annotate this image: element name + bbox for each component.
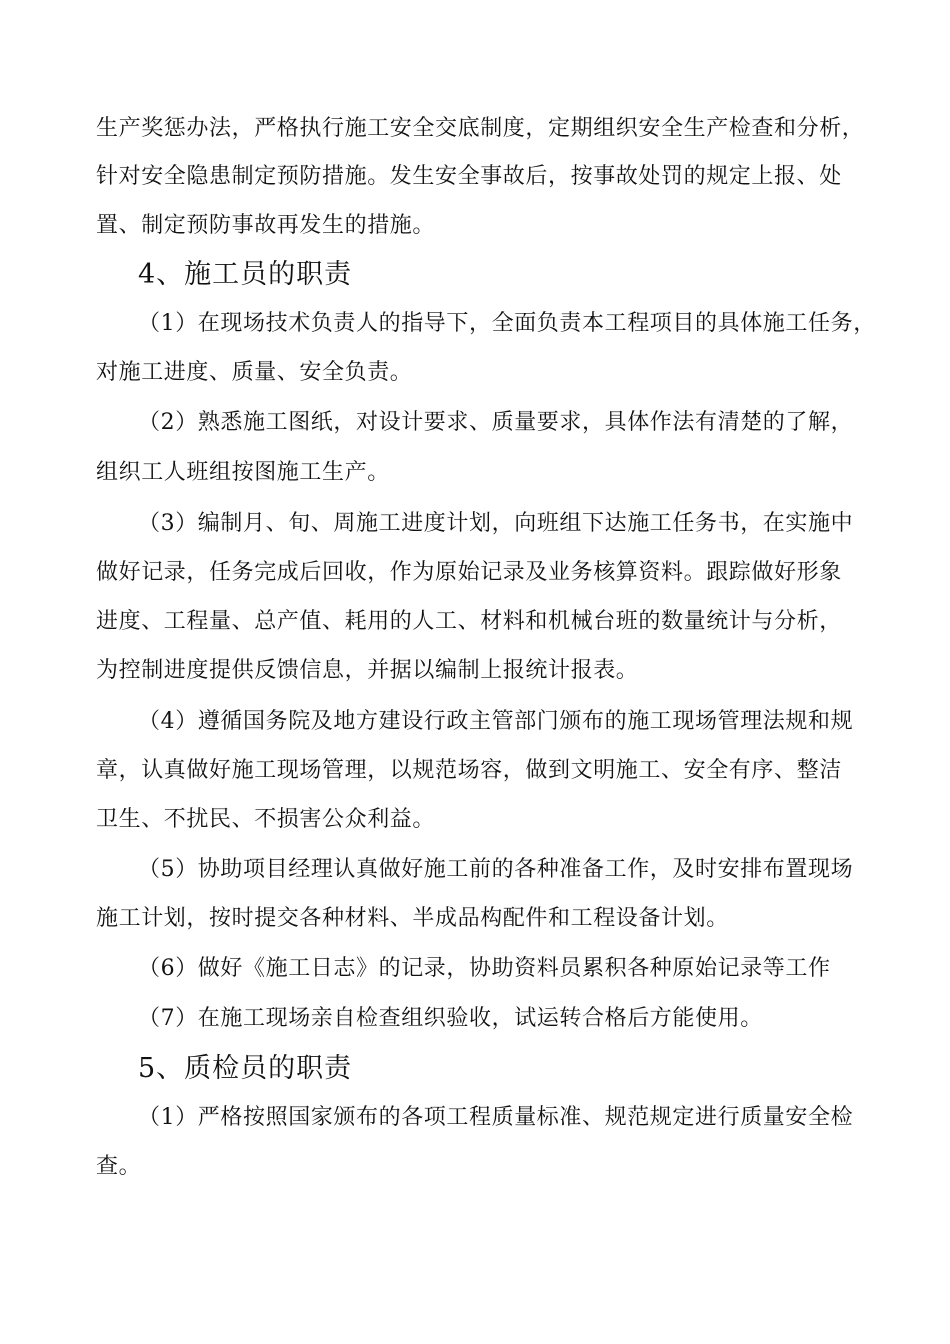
paragraph-line: （1）在现场技术负责人的指导下，全面负责本工程项目的具体施工任务，: [138, 311, 876, 336]
paragraph-line: 施工计划，按时提交各种材料、半成品构配件和工程设备计划。: [96, 906, 729, 931]
paragraph-line: （6）做好《施工日志》的记录，协助资料员累积各种原始记录等工作: [138, 956, 831, 981]
paragraph-line: 进度、工程量、总产值、耗用的人工、材料和机械台班的数量统计与分析，: [96, 609, 842, 634]
paragraph-line: 组织工人班组按图施工生产。: [96, 460, 390, 485]
paragraph-line: 章，认真做好施工现场管理，以规范场容，做到文明施工、安全有序、整洁: [96, 758, 842, 783]
paragraph-line: 为控制进度提供反馈信息，并据以编制上报统计报表。: [96, 658, 639, 683]
paragraph-line: （1）严格按照国家颁布的各项工程质量标准、规范规定进行质量安全检: [138, 1105, 854, 1130]
paragraph-line: （3）编制月、旬、周施工进度计划，向班组下达施工任务书，在实施中: [138, 511, 854, 536]
paragraph-line: 卫生、不扰民、不损害公众利益。: [96, 807, 436, 832]
section-heading: 5、质检员的职责: [138, 1053, 353, 1084]
paragraph-line: 查。: [96, 1154, 142, 1179]
paragraph-line: （7）在施工现场亲自检查组织验收，试运转合格后方能使用。: [138, 1006, 763, 1031]
paragraph-line: 针对安全隐患制定预防措施。发生安全事故后，按事故处罚的规定上报、处: [96, 164, 842, 189]
paragraph-line: （5）协助项目经理认真做好施工前的各种准备工作，及时安排布置现场: [138, 857, 854, 882]
paragraph-line: 置、制定预防事故再发生的措施。: [96, 213, 436, 238]
paragraph-line: （4）遵循国务院及地方建设行政主管部门颁布的施工现场管理法规和规: [138, 709, 854, 734]
paragraph-line: 生产奖惩办法，严格执行施工安全交底制度，定期组织安全生产检查和分析，: [96, 116, 865, 141]
paragraph-line: 做好记录，任务完成后回收，作为原始记录及业务核算资料。跟踪做好形象: [96, 560, 842, 585]
section-heading: 4、施工员的职责: [138, 259, 353, 290]
paragraph-line: （2）熟悉施工图纸，对设计要求、质量要求，具体作法有清楚的了解，: [138, 410, 854, 435]
paragraph-line: 对施工进度、质量、安全负责。: [96, 360, 413, 385]
